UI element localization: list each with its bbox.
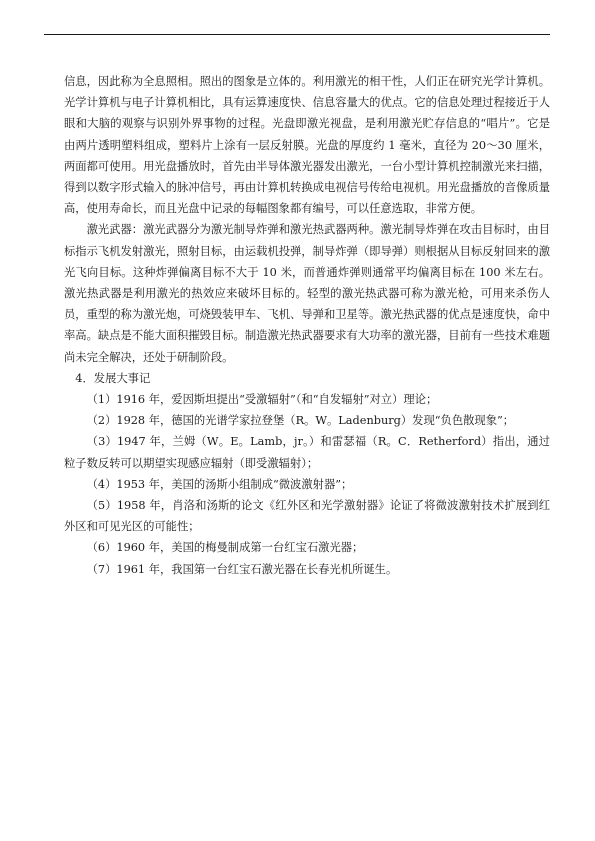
milestone-item: （7）1961 年，我国第一台红宝石激光器在长春光机所诞生。 bbox=[86, 562, 398, 576]
paragraph-holography: 信息，因此称为全息照相。照出的图象是立体的。利用激光的相干性，人们正在研究光学计算机。光学计算机与电子计算机相比，具有运算速度快、信息容量大的优点。它的信息处理过程接近于人眼和大脑的观察与识别外界事物的过程。光盘即激光视盘，是利用激光贮存信息的“唱片”。它是由两片透明塑料组成，塑料片上涂有一层反射膜。光盘的厚度约 1 毫米，直径为 20～30 厘米，两面都可使用。用光盘播放时，首先由半导体激光器发出激光，一台小型计算机控制激光来扫描，得到以数字形式输入的脉冲信号，再由计算机转换成电视信号传给电视机。用光盘播放的音像质量高，使用寿命长，而且光盘中记录的每幅图象都有编号，可以任意选取，非常方便。 bbox=[64, 75, 550, 216]
milestone-item: （3）1947 年，兰姆（W。E。Lamb，jr。）和雷瑟福（R。C．Retherford）指出，通过粒子数反转可以期望实现感应辐射（即受激辐射）； bbox=[64, 435, 550, 470]
header-rule bbox=[44, 34, 550, 35]
milestone-item: （5）1958 年，肖洛和汤斯的论文《红外区和光学激射器》论证了将微波激射技术扩展到红外区和可见光区的可能性； bbox=[64, 499, 550, 534]
section-heading-milestones: 4．发展大事记 bbox=[75, 371, 151, 385]
milestone-item: （6）1960 年，美国的梅曼制成第一台红宝石激光器； bbox=[86, 541, 364, 555]
document-body bbox=[64, 71, 550, 580]
paragraph-laser-weapons: 激光武器：激光武器分为激光制导炸弹和激光热武器两种。激光制导炸弹在攻击目标时，由目标指示飞机发射激光，照射目标，由运载机投弹，制导炸弹（即导弹）则根据从目标反射回来的激光飞向目标。这种炸弹偏离目标不大于 10 米，而普通炸弹则通常平均偏离目标在 100 米左右。激光热武器是利用激光的热效应来破坏目标的。轻型的激光热武器可称为激光枪，可用来杀伤人员，重型的称为激光炮，可烧毁装甲车、飞机、导弹和卫星等。激光热武器的优点是速度快，命中率高。缺点是不能大面积摧毁目标。制造激光热武器要求有大功率的激光器，目前有一些技术难题尚未完全解决，还处于研制阶段。 bbox=[64, 223, 550, 364]
milestone-item: （1）1916 年，爱因斯坦提出“受激辐射”（和“自发辐射”对立）理论； bbox=[86, 393, 438, 407]
milestone-item: （2）1928 年，德国的光谱学家拉登堡（R。W。Ladenburg）发现“负色散现象”； bbox=[86, 414, 515, 428]
milestone-item: （4）1953 年，美国的汤斯小组制成“微波激射器”； bbox=[86, 477, 353, 491]
